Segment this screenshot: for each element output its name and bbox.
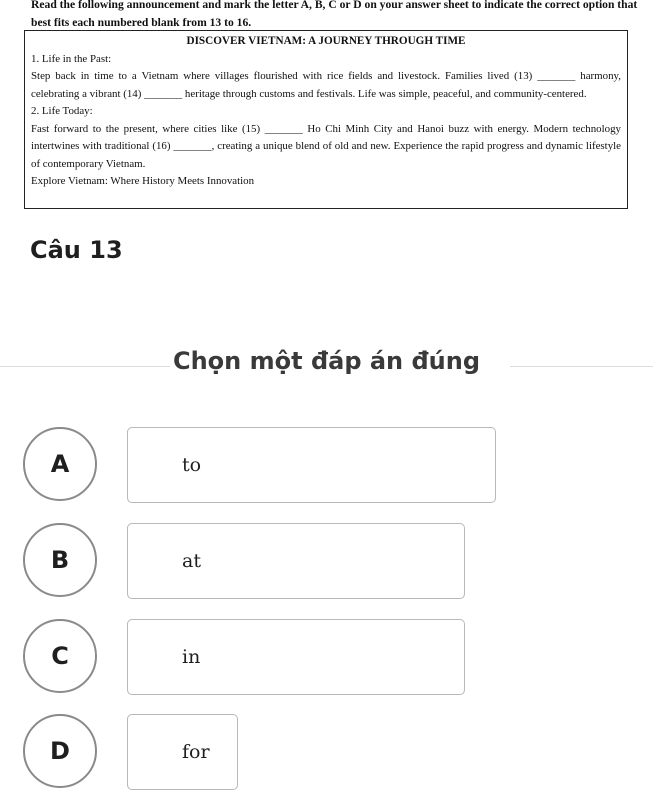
question-title: Câu 13 [30, 236, 123, 264]
section2-text: Fast forward to the present, where cities like (15) _______ Ho Chi Minh City and Hanoi buzz with energy. Modern technology intertwines with traditional (16) _______, creating a unique blend of old and new. Experience the rapid progress and dynamic lifestyle of contemporary Vietnam. [31, 122, 621, 170]
option-b-circle[interactable]: B [23, 523, 97, 597]
option-a-circle[interactable]: A [23, 427, 97, 501]
instruction-text: Read the following announcement and mark the letter A, B, C or D on your answer sheet to indicate the correct option that best fits each numbered blank from 13 to 16. [31, 0, 638, 29]
option-c-circle[interactable]: C [23, 619, 97, 693]
section1-text: Step back in time to a Vietnam where villages flourished with rice fields and livestock. Families lived (13) _______ harmony, celebrating a vibrant (14) _______ heritage through customs and festivals. Life was simple, peaceful, and community-centered. [31, 70, 621, 100]
option-b-text: at [182, 550, 201, 572]
option-d-circle[interactable]: D [23, 714, 97, 788]
question-prompt: Chọn một đáp án đúng [172, 347, 481, 375]
option-a-text: to [182, 454, 202, 476]
passage-title: DISCOVER VIETNAM: A JOURNEY THROUGH TIME [186, 35, 466, 47]
section2-heading: 2. Life Today: [31, 105, 93, 117]
option-c-box[interactable] [127, 619, 465, 695]
option-a-box[interactable] [127, 427, 496, 503]
section1-heading: 1. Life in the Past: [31, 52, 112, 65]
option-d-text: for [182, 741, 210, 763]
passage-box [24, 30, 628, 209]
passage-closing: Explore Vietnam: Where History Meets Innovation [31, 175, 255, 187]
option-c-text: in [182, 646, 201, 668]
option-b-box[interactable] [127, 523, 465, 599]
divider-right [510, 366, 653, 367]
option-d-box[interactable] [127, 714, 238, 790]
